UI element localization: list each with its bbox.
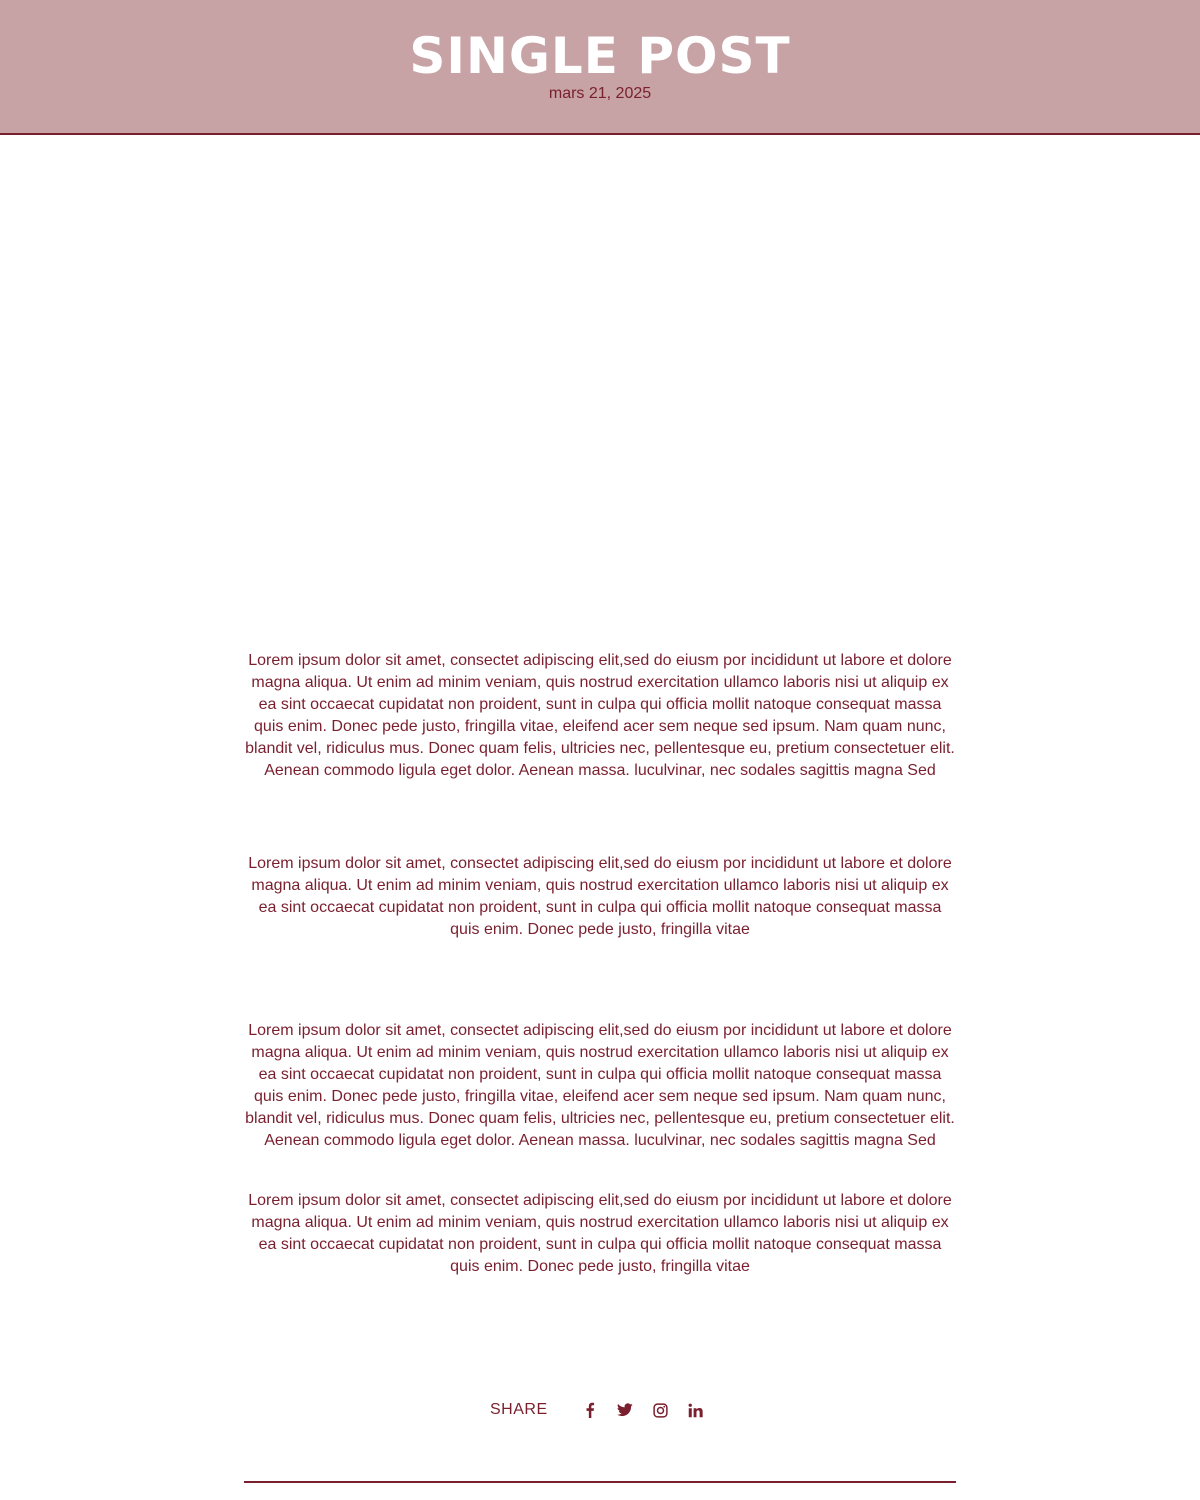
share-bar — [0, 1398, 1200, 1422]
page-header — [0, 0, 1200, 135]
bottom-divider — [244, 1481, 956, 1483]
share-label: SHARE — [490, 1401, 548, 1418]
twitter-icon[interactable] — [615, 1400, 635, 1420]
post-date: mars 21, 2025 — [548, 85, 652, 102]
post-paragraph: Lorem ipsum dolor sit amet, consectet adipiscing elit,sed do eiusm por incididunt ut labore et dolore magna aliqua. Ut enim ad minim veniam, quis nostrud exercitation ullamco laboris nisi ut aliquip ex ea sint occaecat cupidatat non proident, sunt in culpa qui officia mollit natoque consequat massa quis enim. Donec pede justo, fringilla vitae, eleifend acer sem neque sed ipsum. Nam quam nunc, blandit vel, ridiculus mus. Donec quam felis, ultricies nec, pellentesque eu, pretium consectetuer elit. Aenean commodo ligula eget dolor. Aenean massa. luculvinar, nec sodales sagittis magna Sed — [245, 652, 955, 779]
post-paragraph: Lorem ipsum dolor sit amet, consectet adipiscing elit,sed do eiusm por incididunt ut labore et dolore magna aliqua. Ut enim ad minim veniam, quis nostrud exercitation ullamco laboris nisi ut aliquip ex ea sint occaecat cupidatat non proident, sunt in culpa qui officia mollit natoque consequat massa quis enim. Donec pede justo, fringilla vitae — [248, 855, 952, 938]
page-title: SINGLE POST — [409, 27, 791, 85]
facebook-icon[interactable] — [580, 1400, 600, 1420]
post-paragraph: Lorem ipsum dolor sit amet, consectet adipiscing elit,sed do eiusm por incididunt ut labore et dolore magna aliqua. Ut enim ad minim veniam, quis nostrud exercitation ullamco laboris nisi ut aliquip ex ea sint occaecat cupidatat non proident, sunt in culpa qui officia mollit natoque consequat massa quis enim. Donec pede justo, fringilla vitae — [248, 1192, 952, 1275]
instagram-icon[interactable] — [650, 1400, 670, 1420]
post-paragraph: Lorem ipsum dolor sit amet, consectet adipiscing elit,sed do eiusm por incididunt ut labore et dolore magna aliqua. Ut enim ad minim veniam, quis nostrud exercitation ullamco laboris nisi ut aliquip ex ea sint occaecat cupidatat non proident, sunt in culpa qui officia mollit natoque consequat massa quis enim. Donec pede justo, fringilla vitae, eleifend acer sem neque sed ipsum. Nam quam nunc, blandit vel, ridiculus mus. Donec quam felis, ultricies nec, pellentesque eu, pretium consectetuer elit. Aenean commodo ligula eget dolor. Aenean massa. luculvinar, nec sodales sagittis magna Sed — [245, 1022, 955, 1149]
linkedin-icon[interactable] — [685, 1400, 705, 1420]
